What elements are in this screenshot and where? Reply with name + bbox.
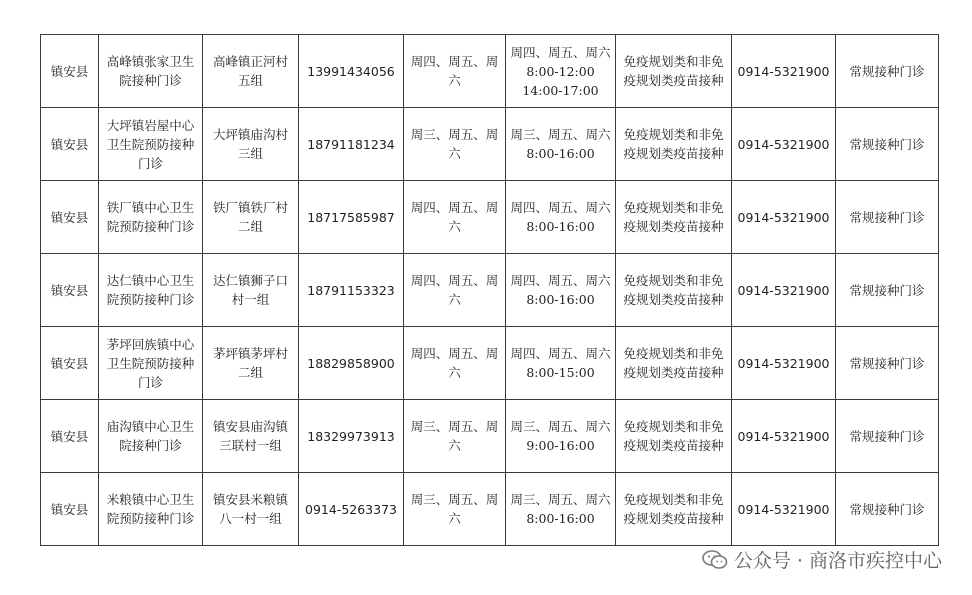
cell-address: 镇安县庙沟镇三联村一组 [203, 400, 299, 473]
cell-type: 常规接种门诊 [836, 181, 939, 254]
cell-service: 免疫规划类和非免疫规划类疫苗接种 [616, 473, 732, 546]
cell-address: 高峰镇正河村五组 [203, 35, 299, 108]
cell-clinic: 铁厂镇中心卫生院预防接种门诊 [99, 181, 203, 254]
cell-service: 免疫规划类和非免疫规划类疫苗接种 [616, 254, 732, 327]
cell-service: 免疫规划类和非免疫规划类疫苗接种 [616, 400, 732, 473]
cell-monitor-phone: 0914-5321900 [732, 400, 836, 473]
cell-county: 镇安县 [41, 181, 99, 254]
cell-hours: 周三、周五、周六 8:00-16:00 [506, 108, 616, 181]
cell-days: 周三、周五、周六 [404, 400, 506, 473]
cell-service: 免疫规划类和非免疫规划类疫苗接种 [616, 181, 732, 254]
cell-county: 镇安县 [41, 35, 99, 108]
cell-phone: 18329973913 [299, 400, 404, 473]
cell-monitor-phone: 0914-5321900 [732, 181, 836, 254]
cell-monitor-phone: 0914-5321900 [732, 35, 836, 108]
table-row [41, 108, 939, 181]
cell-service: 免疫规划类和非免疫规划类疫苗接种 [616, 35, 732, 108]
cell-service: 免疫规划类和非免疫规划类疫苗接种 [616, 108, 732, 181]
cell-hours: 周四、周五、周六 8:00-16:00 [506, 181, 616, 254]
cell-phone: 18791153323 [299, 254, 404, 327]
clinic-schedule-table [40, 34, 939, 546]
cell-phone: 18791181234 [299, 108, 404, 181]
cell-type: 常规接种门诊 [836, 327, 939, 400]
table-row [41, 473, 939, 546]
table-row [41, 327, 939, 400]
cell-address: 镇安县米粮镇八一村一组 [203, 473, 299, 546]
cell-clinic: 米粮镇中心卫生院预防接种门诊 [99, 473, 203, 546]
watermark [702, 546, 942, 573]
cell-phone: 0914-5263373 [299, 473, 404, 546]
table-row [41, 181, 939, 254]
table-body [41, 35, 939, 546]
cell-days: 周四、周五、周六 [404, 254, 506, 327]
cell-phone: 18717585987 [299, 181, 404, 254]
cell-clinic: 高峰镇张家卫生院接种门诊 [99, 35, 203, 108]
cell-hours: 周四、周五、周六 8:00-15:00 [506, 327, 616, 400]
cell-phone: 18829858900 [299, 327, 404, 400]
cell-type: 常规接种门诊 [836, 473, 939, 546]
cell-hours: 周四、周五、周六 8:00-12:00 14:00-17:00 [506, 35, 616, 108]
cell-county: 镇安县 [41, 327, 99, 400]
watermark-text: 公众号 · 商洛市疾控中心 [733, 550, 942, 572]
cell-phone: 13991434056 [299, 35, 404, 108]
cell-county: 镇安县 [41, 108, 99, 181]
cell-monitor-phone: 0914-5321900 [732, 254, 836, 327]
cell-days: 周三、周五、周六 [404, 108, 506, 181]
cell-county: 镇安县 [41, 473, 99, 546]
cell-type: 常规接种门诊 [836, 254, 939, 327]
cell-days: 周四、周五、周六 [404, 327, 506, 400]
cell-county: 镇安县 [41, 254, 99, 327]
cell-service: 免疫规划类和非免疫规划类疫苗接种 [616, 327, 732, 400]
cell-hours: 周三、周五、周六 9:00-16:00 [506, 400, 616, 473]
table-row [41, 254, 939, 327]
cell-monitor-phone: 0914-5321900 [732, 327, 836, 400]
cell-hours: 周三、周五、周六 8:00-16:00 [506, 473, 616, 546]
table-row [41, 35, 939, 108]
cell-address: 达仁镇狮子口村一组 [203, 254, 299, 327]
cell-type: 常规接种门诊 [836, 108, 939, 181]
table-row [41, 400, 939, 473]
cell-clinic: 大坪镇岩屋中心卫生院预防接种门诊 [99, 108, 203, 181]
cell-clinic: 茅坪回族镇中心卫生院预防接种门诊 [99, 327, 203, 400]
wechat-icon [702, 550, 728, 570]
cell-address: 大坪镇庙沟村三组 [203, 108, 299, 181]
cell-type: 常规接种门诊 [836, 400, 939, 473]
cell-hours: 周四、周五、周六 8:00-16:00 [506, 254, 616, 327]
cell-clinic: 庙沟镇中心卫生院接种门诊 [99, 400, 203, 473]
cell-monitor-phone: 0914-5321900 [732, 108, 836, 181]
cell-days: 周三、周五、周六 [404, 473, 506, 546]
cell-monitor-phone: 0914-5321900 [732, 473, 836, 546]
cell-type: 常规接种门诊 [836, 35, 939, 108]
cell-county: 镇安县 [41, 400, 99, 473]
cell-days: 周四、周五、周六 [404, 181, 506, 254]
cell-clinic: 达仁镇中心卫生院预防接种门诊 [99, 254, 203, 327]
cell-days: 周四、周五、周六 [404, 35, 506, 108]
cell-address: 铁厂镇铁厂村二组 [203, 181, 299, 254]
cell-address: 茅坪镇茅坪村二组 [203, 327, 299, 400]
